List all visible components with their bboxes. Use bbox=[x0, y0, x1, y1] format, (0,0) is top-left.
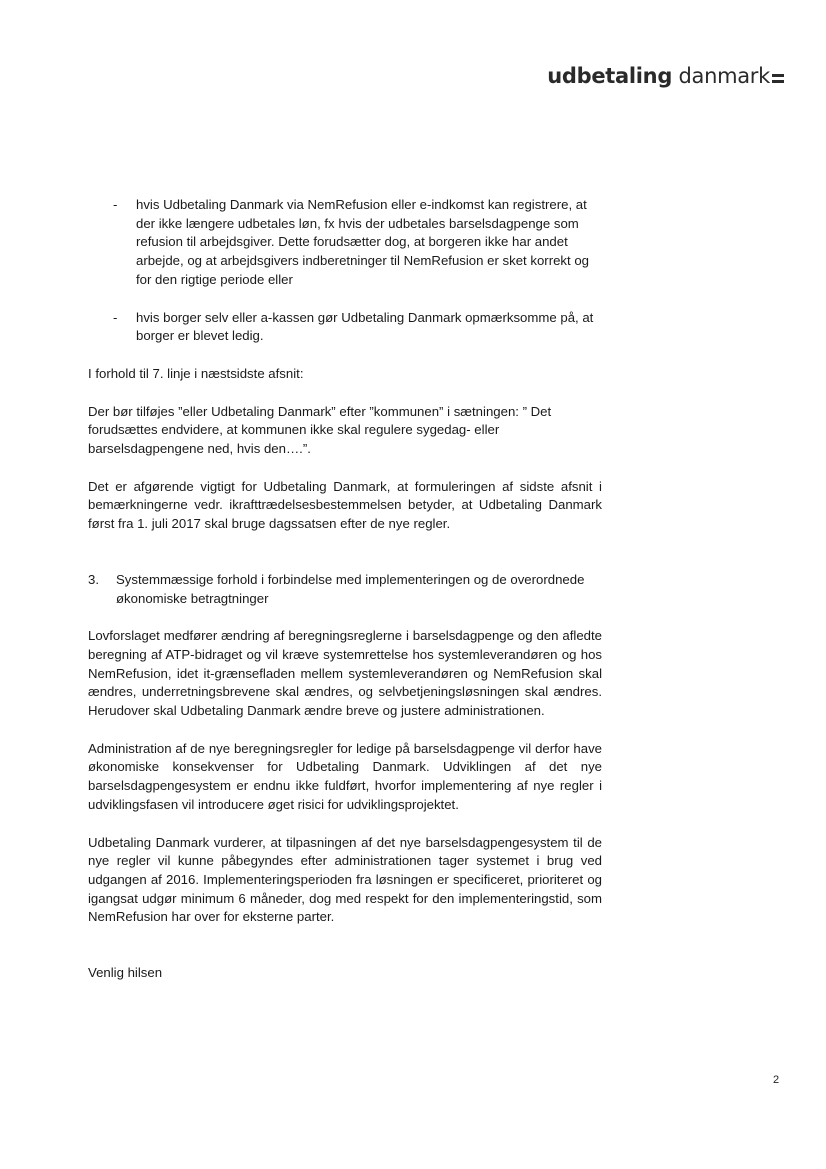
bullet-dash: - bbox=[113, 197, 118, 212]
logo-regular-text: danmark bbox=[678, 64, 770, 88]
logo-bold-text: udbetaling bbox=[547, 64, 673, 88]
closing: Venlig hilsen bbox=[88, 965, 163, 981]
paragraph: Det er afgørende vigtigt for Udbetaling Danmark, at formuleringen af sidste afsnit i bemærkningerne vedr. ikrafttrædelsesbestemmelsen betyder, at Udbetaling Danmark først fra 1. juli 2017 skal bruge dagssatsen efter de nye regler. bbox=[88, 478, 602, 532]
paragraph: I forhold til 7. linje i næstsidste afsnit: bbox=[88, 365, 304, 381]
logo-equals-icon bbox=[772, 73, 784, 84]
paragraph: Udbetaling Danmark vurderer, at tilpasningen af det nye barselsdagpengesystem til de nye regler vil kunne påbegyndes efter administrationen tager systemet i brug ved udgangen af 2016. Implementeringsperioden fra løsningen er specificeret, prioriteret og igangsat udgør minimum 6 måneder, dog med respekt for den implementeringstid, som NemRefusion har over for eksterne parter. bbox=[88, 834, 602, 925]
bullet-text: hvis borger selv eller a-kassen gør Udbetaling Danmark opmærksomme på, at borger er blevet ledig. bbox=[136, 309, 594, 344]
bullet-text: hvis Udbetaling Danmark via NemRefusion eller e-indkomst kan registrere, at der ikke længere udbetales løn, fx hvis der udbetales barselsdagpenge som refusion til arbejdsgiver. Dette forudsætter dog, at borgeren ikke har andet arbejde, og at arbejdsgivers indberetninger til NemRefusion er sket korrekt og for den rigtige periode eller bbox=[136, 197, 590, 287]
section-number: 3. bbox=[88, 571, 99, 587]
letter-body bbox=[88, 196, 602, 983]
paragraph: Lovforslaget medfører ændring af beregningsreglerne i barselsdagpenge og den afledte beregning af ATP-bidraget og vil kræve systemrettelse hos systemleverandøren og hos NemRefusion, idet it-grænsefladen mellem systemleverandøren og NemRefusion skal ændres, underretningsbrevene skal ændres, og selvbetjeningsløsningen skal ændres. Herudover skal Udbetaling Danmark ændre breve og justere administrationen. bbox=[88, 628, 602, 719]
bullet-dash: - bbox=[113, 309, 118, 325]
udbetaling-danmark-logo bbox=[547, 64, 784, 88]
section-heading bbox=[88, 571, 602, 608]
bullet-item bbox=[88, 196, 602, 290]
paragraph: Der bør tilføjes ”eller Udbetaling Danmark” efter ”kommunen” i sætningen: ” Det forudsættes endvidere, at kommunen ikke skal regulere sygedag- eller barselsdagpengene ned, hvis den….”. bbox=[88, 403, 552, 457]
paragraph: Administration af de nye beregningsregler for ledige på barselsdagpenge vil derfor have økonomiske konsekvenser for Udbetaling Danmark. Udviklingen af det nye barselsdagpengesystem er endnu ikke fuldført, hvorfor implementering af nye regler i udviklingsfasen vil introducere øget risici for udviklingsprojektet. bbox=[88, 740, 602, 812]
page-number: 2 bbox=[773, 1074, 780, 1086]
section-title: Systemmæssige forhold i forbindelse med implementeringen og de overordnede økonomiske betragtninger bbox=[116, 571, 585, 606]
bullet-item bbox=[88, 309, 602, 346]
